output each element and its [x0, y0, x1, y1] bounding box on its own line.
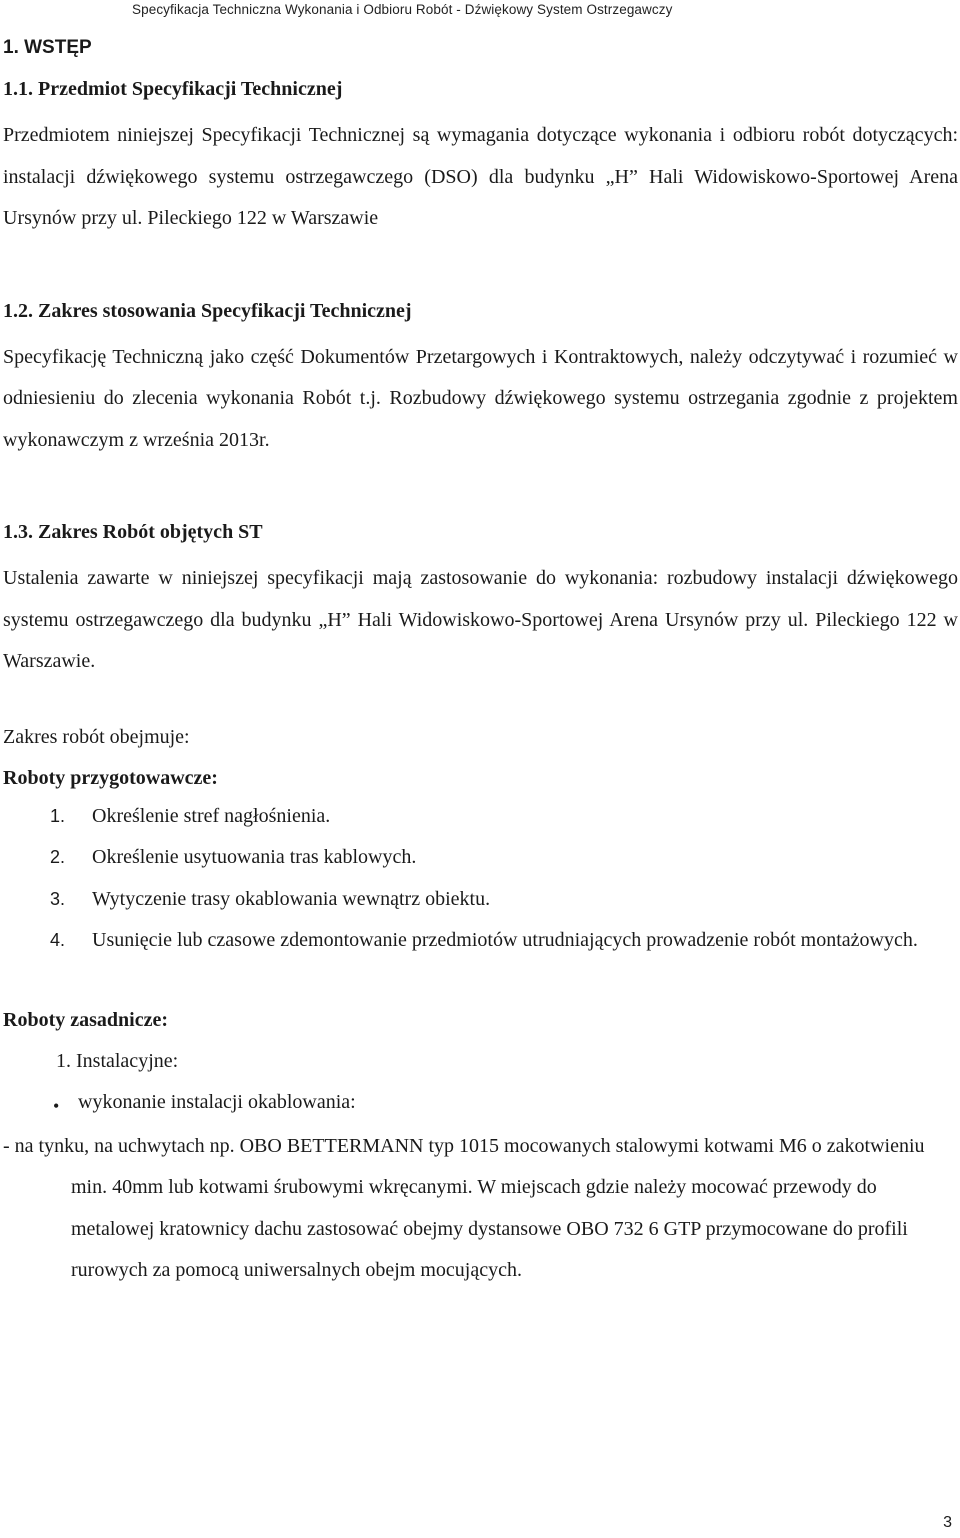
- subsection-heading-1-3: 1.3. Zakres Robót objętych ST: [3, 521, 263, 543]
- list-item-number: 2.: [50, 847, 66, 867]
- prep-works-heading: Roboty przygotowawcze:: [3, 766, 218, 789]
- list-item-text: Określenie usytuowania tras kablowych.: [92, 846, 417, 868]
- list-item: [3, 879, 958, 921]
- main-works-heading: Roboty zasadnicze:: [3, 1008, 168, 1031]
- paragraph-1-3: Ustalenia zawarte w niniejszej specyfikacji mają zastosowanie do wykonania: rozbudowy instalacji dźwiękowego systemu ostrzegawczego dla budynku „H” Hali Widowiskowo-Sportowej Arena Ursynów przy ul. Pileckiego 122 w Warszawie.: [3, 567, 958, 672]
- bullet-item: [3, 1090, 958, 1114]
- main-works-subitem: 1. Instalacyjne:: [56, 1049, 179, 1072]
- subsection-heading-1-1: 1.1. Przedmiot Specyfikacji Technicznej: [3, 78, 343, 100]
- list-item-text: Określenie stref nagłośnienia.: [92, 804, 331, 827]
- list-item: [3, 920, 958, 962]
- list-item: [3, 796, 958, 838]
- document-body: [3, 36, 958, 1292]
- paragraph-1-2: Specyfikację Techniczną jako część Dokumentów Przetargowych i Kontraktowych, należy odczytywać i rozumieć w odniesieniu do zlecenia wykonania Robót t.j. Rozbudowy dźwiękowego systemu ostrzegania zgodnie z projektem wykonawczym z września 2013r.: [3, 345, 958, 451]
- paragraph-1-1: Przedmiotem niniejszej Specyfikacji Technicznej są wymagania dotyczące wykonania i odbioru robót dotyczących: instalacji dźwiękowego systemu ostrzegawczego (DSO) dla budynku „H” Hali Widowiskowo-Sportowej Arena Ursynów przy ul. Pileckiego 122 w Warszawie: [3, 124, 958, 229]
- bullet-item-text: wykonanie instalacji okablowania:: [78, 1090, 356, 1113]
- list-item-number: 1.: [50, 805, 66, 826]
- page-number: 3: [943, 1514, 952, 1531]
- list-item-number: 3.: [50, 888, 66, 909]
- list-item-number: 4.: [50, 930, 66, 950]
- scope-intro: Zakres robót obejmuje:: [3, 725, 190, 748]
- prep-works-list: [3, 796, 958, 962]
- list-item-text: Usunięcie lub czasowe zdemontowanie przedmiotów utrudniających prowadzenie robót montażowych.: [92, 929, 918, 951]
- running-header: Specyfikacja Techniczna Wykonania i Odbioru Robót - Dźwiękowy System Ostrzegawczy: [132, 2, 673, 17]
- list-item: [3, 837, 958, 879]
- subsection-heading-1-2: 1.2. Zakres stosowania Specyfikacji Technicznej: [3, 299, 412, 322]
- bullet-icon: •: [53, 1095, 60, 1116]
- section-heading-wstep: 1. WSTĘP: [3, 37, 92, 58]
- installation-details: - na tynku, na uchwytach np. OBO BETTERMANN typ 1015 mocowanych stalowymi kotwami M6 o zakotwieniu min. 40mm lub kotwami śrubowymi wkręcanymi. W miejscach gdzie należy mocować przewody do metalowej kratownicy dachu zastosować obejmy dystansowe OBO 732 6 GTP przymocowane do profili rurowych za pomocą uniwersalnych obejm mocujących.: [3, 1134, 925, 1281]
- list-item-text: Wytyczenie trasy okablowania wewnątrz obiektu.: [92, 887, 491, 910]
